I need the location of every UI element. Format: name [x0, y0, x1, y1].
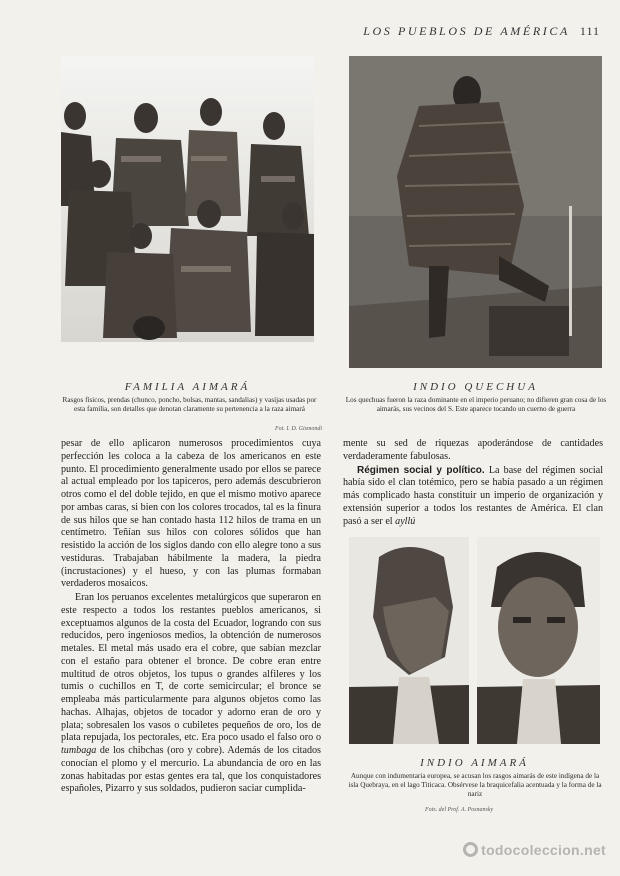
left-column: [61, 438, 321, 796]
running-header: [300, 24, 600, 39]
watermark: todocoleccion.net: [463, 842, 606, 858]
paragraph-riquezas: mente su sed de riquezas apoderándose de cantidades verdaderamente fabulosas.: [343, 438, 603, 462]
paragraph-regimen: Régimen social y político. La base del régimen social había sido el clan totémico, pero se había pasado a un régimen más complicado hasta constituir un imperio de organización y extensión superior a todos los restantes de América. El clan pasó a ser el ayllú: [343, 464, 603, 527]
photo-familia-aimara: [61, 56, 314, 342]
caption-aimara: Aunque con indumentaria europea, se acusan los rasgos aimarás de este indígena de la isla Quebraya, en el lago Titicaca. Obsérvese la braquicefalia acentuada y la forma de la nariz: [348, 772, 602, 798]
photo-indio-aimara-profile: [349, 537, 469, 744]
caption-title-aimara: INDIO AIMARÁ: [420, 757, 529, 769]
caption-title-quechua: INDIO QUECHUA: [413, 381, 538, 393]
right-column: [343, 438, 603, 528]
paragraph-textiles: pesar de ello aplicaron numerosos procedimientos cuya perfección les coloca a la cabeza de los americanos en este punto. El procedimiento generalmente usado por ellos se parece al actual empleado por los tapiceros, pero además descubrieron otros como el del doble tejido, en que el mismo motivo aparece por ambas caras, si bien con los colores trocados, tal es la finura de sus hilos que se han contado hasta 112 hilos de trama en un centímetro. Teñían sus hilos con colores sólidos que han resistido la acción de los siglos dando con ello alegre tono a sus vestiduras. Trabajaban hábilmente la madera, la piedra (incrustaciones) y el hueso, y con las plumas formaban verdaderos mosaicos.: [61, 438, 321, 590]
photo-indio-quechua: [349, 56, 602, 368]
section-heading: Régimen social y político.: [357, 464, 485, 476]
caption-quechua: Los quechuas fueron la raza dominante en el imperio peruano; no difieren gran cosa de los aimarás, sus vecinos del S. Este aparece tocando un cuerno de guerra: [345, 396, 607, 413]
page-number: 111: [579, 24, 600, 38]
credit-aimara: Fots. del Prof. A. Posnansky: [425, 807, 494, 813]
caption-familia: Rasgos físicos, prendas (chunco, poncho, bolsas, mantas, sandalias) y vasijas usadas por esta familia, son detalles que denotan claramente su pertenencia a la raza aimará: [62, 396, 317, 413]
running-title: LOS PUEBLOS DE AMÉRICA: [363, 24, 570, 38]
watermark-logo-icon: [463, 842, 478, 857]
paragraph-metallurgy: Eran los peruanos excelentes metalúrgicos que superaron en este respecto a todos los restantes pueblos americanos, si exceptuamos algunos de la costa del Ecuador, logrando con sus reducidos, pero ingeniosos medios, la obtención de numerosos metales. El metal más usado era el cobre, que sabían mezclar con el estaño para obtener el bronce. De cobre eran entre multitud de otros objetos, los tupus o grandes alfileres y los tumis o cuchillos en T, de corte semicircular; el bronce se empleaba más particularmente para algunos objetos como las hachas. Alhajas, objetos de tocador y adorno eran de oro y plata; sobresalen los vasos o cubiletes pequeños de oro, los de plata repujada, los pectorales, etc. Era poco usado el falso oro o tumbaga de los chibchas (oro y cobre). Además de los citados conocían el plomo y el mercurio. La abundancia de oro en las zonas habitadas por estas gentes era tal, que los conquistadores españoles, Pizarro y sus soldados, pudieron saciar cumplida-: [61, 592, 321, 795]
caption-title-familia: FAMILIA AIMARÁ: [124, 381, 251, 393]
credit-familia: Fot. I. D. Gismondi: [275, 426, 322, 432]
photo-indio-aimara-front: [477, 537, 600, 744]
